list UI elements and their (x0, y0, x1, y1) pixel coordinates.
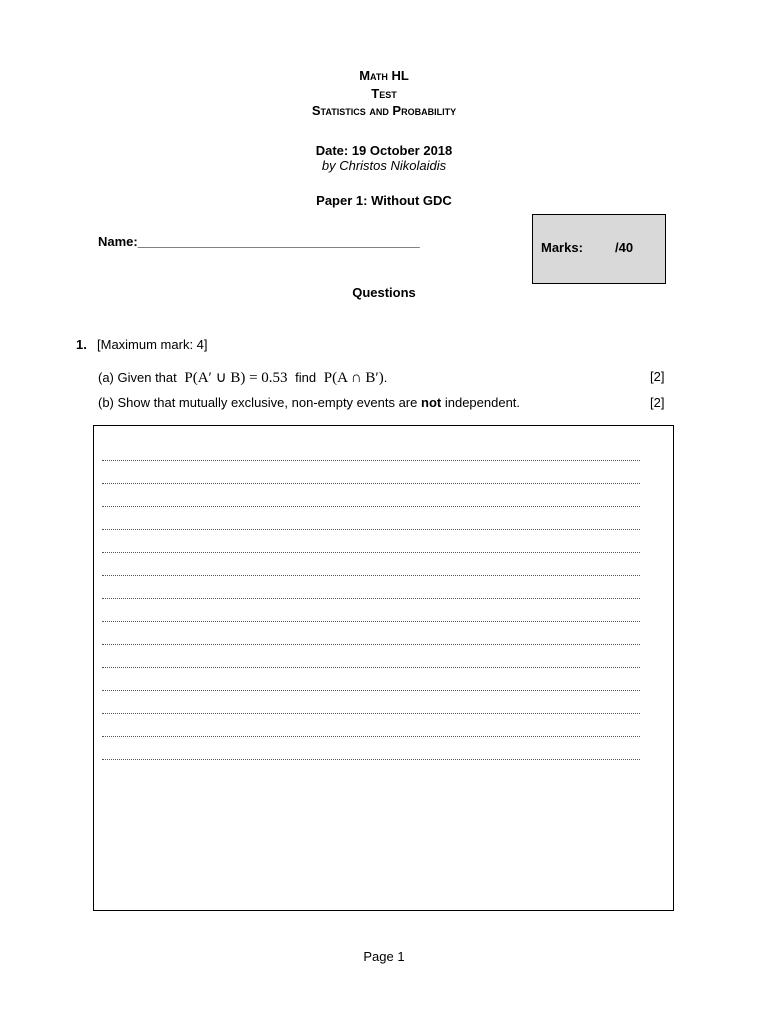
marks-total: /40 (615, 240, 634, 255)
marks-box (532, 214, 666, 284)
answer-line[interactable] (102, 713, 640, 714)
part-a-formula-given: P(A′ ∪ B) = 0.53 (184, 370, 288, 386)
marks-label: Marks: (541, 240, 583, 255)
author: by Christos Nikolaidis (321, 158, 447, 173)
paper-info: Paper 1: Without GDC (316, 193, 452, 208)
title-type: Test (371, 86, 397, 101)
answer-line[interactable] (102, 460, 640, 461)
part-a-suffix: . (383, 370, 388, 385)
title-subject: Math HL (359, 68, 409, 83)
section-title: Questions (352, 285, 416, 300)
answer-line[interactable] (102, 759, 640, 760)
question-part-a (98, 368, 387, 387)
answer-line[interactable] (102, 690, 640, 691)
part-b-text-end: independent. (444, 395, 521, 410)
question-number: 1. (76, 337, 87, 352)
part-b-emphasis: not (421, 395, 442, 410)
part-a-find: find (295, 370, 317, 385)
test-date: Date: 19 October 2018 (315, 143, 453, 158)
answer-line[interactable] (102, 552, 640, 553)
part-b-marks: [2] (650, 395, 665, 410)
answer-line[interactable] (102, 598, 640, 599)
title-topic: Statistics and Probability (311, 103, 457, 118)
answer-box[interactable] (93, 425, 674, 911)
part-a-formula-find: P(A ∩ B′) (323, 370, 384, 386)
answer-line[interactable] (102, 483, 640, 484)
answer-line[interactable] (102, 575, 640, 576)
page-number: Page 1 (363, 949, 405, 964)
answer-line[interactable] (102, 506, 640, 507)
answer-line[interactable] (102, 667, 640, 668)
question-max-mark: [Maximum mark: 4] (97, 337, 208, 352)
part-b-text: (b) Show that mutually exclusive, non-empty events are (98, 395, 418, 410)
question-part-b (98, 395, 520, 410)
answer-line[interactable] (102, 621, 640, 622)
answer-line[interactable] (102, 736, 640, 737)
name-label: Name: (98, 234, 138, 249)
answer-line[interactable] (102, 644, 640, 645)
name-field[interactable] (98, 234, 420, 249)
answer-line[interactable] (102, 529, 640, 530)
part-a-prefix: (a) Given that (98, 370, 177, 385)
name-line: _______________________________________ (137, 234, 420, 249)
part-a-marks: [2] (650, 369, 665, 384)
